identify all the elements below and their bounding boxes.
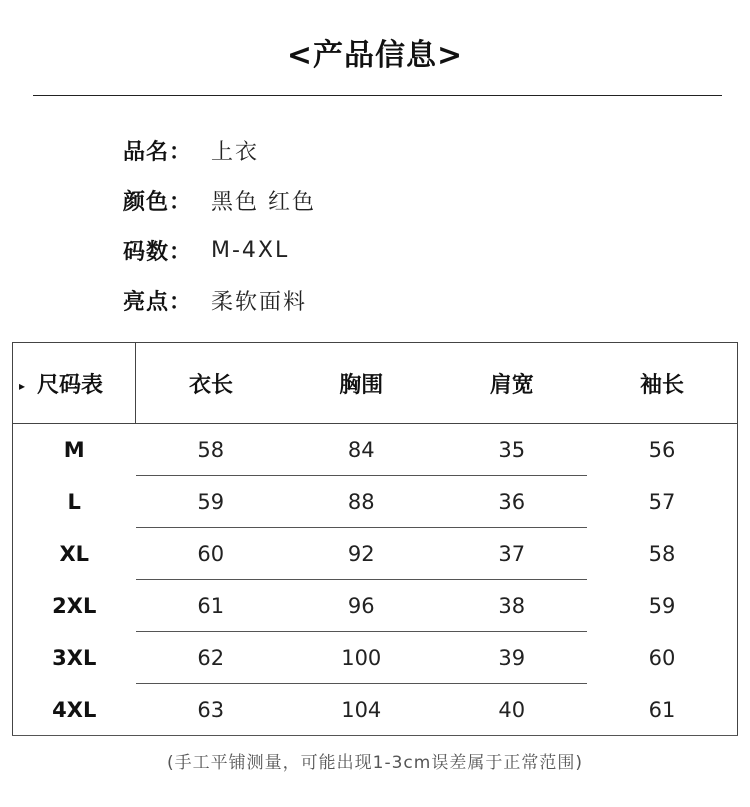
table-cell: 61 bbox=[136, 580, 287, 632]
triangle-right-icon: ▸ bbox=[19, 378, 26, 393]
size-label: L bbox=[13, 476, 136, 528]
size-label: M bbox=[13, 424, 136, 476]
info-row-name bbox=[123, 125, 316, 175]
table-cell: 96 bbox=[286, 580, 437, 632]
page-title: <产品信息> bbox=[286, 38, 464, 73]
size-chart-table bbox=[12, 342, 738, 736]
table-cell: 37 bbox=[437, 528, 588, 580]
table-cell: 57 bbox=[587, 476, 738, 528]
table-row bbox=[13, 580, 738, 632]
table-row bbox=[13, 476, 738, 528]
table-cell: 84 bbox=[286, 424, 437, 476]
info-label: 亮点： bbox=[123, 289, 193, 315]
size-chart-title-cell bbox=[13, 343, 136, 424]
info-label: 码数： bbox=[123, 239, 193, 265]
table-cell: 39 bbox=[437, 632, 588, 684]
column-header-shoulder: 肩宽 bbox=[437, 343, 588, 424]
table-cell: 104 bbox=[286, 684, 437, 736]
size-chart-header bbox=[13, 343, 738, 424]
title-divider bbox=[33, 95, 722, 96]
info-row-color bbox=[123, 175, 316, 225]
table-cell: 58 bbox=[136, 424, 287, 476]
product-info bbox=[123, 125, 316, 325]
info-value: 上衣 bbox=[211, 139, 260, 165]
size-label: 2XL bbox=[13, 580, 136, 632]
table-row bbox=[13, 632, 738, 684]
table-cell: 60 bbox=[136, 528, 287, 580]
column-header-chest: 胸围 bbox=[286, 343, 437, 424]
table-cell: 100 bbox=[286, 632, 437, 684]
table-row bbox=[13, 424, 738, 476]
column-header-sleeve: 袖长 bbox=[587, 343, 738, 424]
table-cell: 88 bbox=[286, 476, 437, 528]
table-cell: 61 bbox=[587, 684, 738, 736]
table-cell: 59 bbox=[587, 580, 738, 632]
table-row bbox=[13, 684, 738, 736]
table-cell: 59 bbox=[136, 476, 287, 528]
table-cell: 92 bbox=[286, 528, 437, 580]
table-cell: 38 bbox=[437, 580, 588, 632]
info-value: 黑色 红色 bbox=[211, 189, 316, 215]
table-cell: 60 bbox=[587, 632, 738, 684]
column-header-length: 衣长 bbox=[136, 343, 287, 424]
size-label: 4XL bbox=[13, 684, 136, 736]
table-cell: 58 bbox=[587, 528, 738, 580]
table-cell: 56 bbox=[587, 424, 738, 476]
table-cell: 62 bbox=[136, 632, 287, 684]
table-cell: 40 bbox=[437, 684, 588, 736]
info-value: M-4XL bbox=[211, 237, 290, 263]
info-label: 颜色： bbox=[123, 189, 193, 215]
table-cell: 36 bbox=[437, 476, 588, 528]
measurement-note: (手工平铺测量，可能出现1-3cm误差属于正常范围) bbox=[167, 753, 583, 773]
info-row-sizes bbox=[123, 225, 316, 275]
size-label: 3XL bbox=[13, 632, 136, 684]
info-value: 柔软面料 bbox=[211, 289, 308, 315]
table-row bbox=[13, 528, 738, 580]
info-label: 品名： bbox=[123, 139, 193, 165]
table-cell: 63 bbox=[136, 684, 287, 736]
size-label: XL bbox=[13, 528, 136, 580]
size-chart-title: 尺码表 bbox=[37, 372, 104, 398]
table-cell: 35 bbox=[437, 424, 588, 476]
info-row-highlight bbox=[123, 275, 316, 325]
